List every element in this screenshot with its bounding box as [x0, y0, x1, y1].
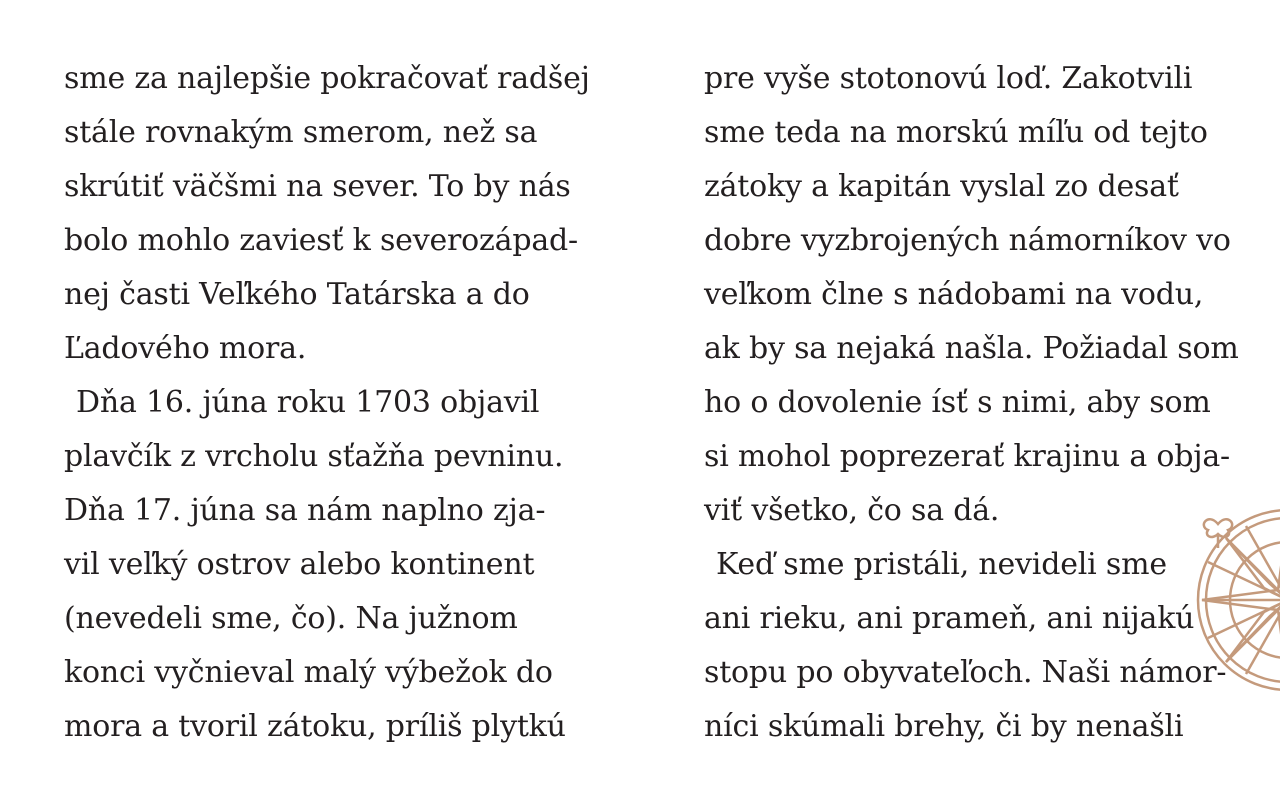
- text-line: Ľadového mora.: [64, 331, 307, 366]
- text-line: pre vyše stotonovú loď. Zakotvili: [704, 61, 1193, 96]
- text-line: níci skúmali brehy, či by nenašli: [704, 709, 1184, 744]
- text-line: veľkom člne s nádobami na vodu,: [704, 277, 1204, 312]
- text-line: stopu po obyvateľoch. Naši námor-: [704, 655, 1227, 690]
- text-line: sme za najlepšie pokračovať radšej: [64, 61, 590, 96]
- text-line: ani rieku, ani prameň, ani nijakú: [704, 601, 1195, 636]
- text-line: si mohol poprezerať krajinu a obja-: [704, 439, 1230, 474]
- text-line: dobre vyzbrojených námorníkov vo: [704, 223, 1231, 258]
- text-line: ak by sa nejaká našla. Požiadal som: [704, 331, 1239, 366]
- text-line: Dňa 16. júna roku 1703 objavil: [76, 385, 540, 420]
- text-line: viť všetko, čo sa dá.: [704, 493, 1000, 528]
- text-line: zátoky a kapitán vyslal zo desať: [704, 169, 1179, 204]
- text-line: (nevedeli sme, čo). Na južnom: [64, 601, 518, 636]
- text-line: sme teda na morskú míľu od tejto: [704, 115, 1208, 150]
- text-line: konci vyčnieval malý výbežok do: [64, 655, 553, 690]
- text-line: skrútiť väčšmi na sever. To by nás: [64, 169, 571, 204]
- text-line: Dňa 17. júna sa nám naplno zja-: [64, 493, 546, 528]
- text-line: stále rovnakým smerom, než sa: [64, 115, 538, 150]
- text-line: bolo mohlo zaviesť k severozápad-: [64, 223, 578, 258]
- text-line: ho o dovolenie ísť s nimi, aby som: [704, 385, 1211, 420]
- text-line: plavčík z vrcholu sťažňa pevninu.: [64, 439, 564, 474]
- right-text-column: [704, 52, 1239, 754]
- text-line: vil veľký ostrov alebo kontinent: [64, 547, 535, 582]
- text-line: Keď sme pristáli, nevideli sme: [716, 547, 1167, 582]
- compass-rose-icon: [1190, 508, 1280, 718]
- text-line: nej časti Veľkého Tatárska a do: [64, 277, 530, 312]
- text-line: mora a tvoril zátoku, príliš plytkú: [64, 709, 566, 744]
- left-text-column: [64, 52, 590, 754]
